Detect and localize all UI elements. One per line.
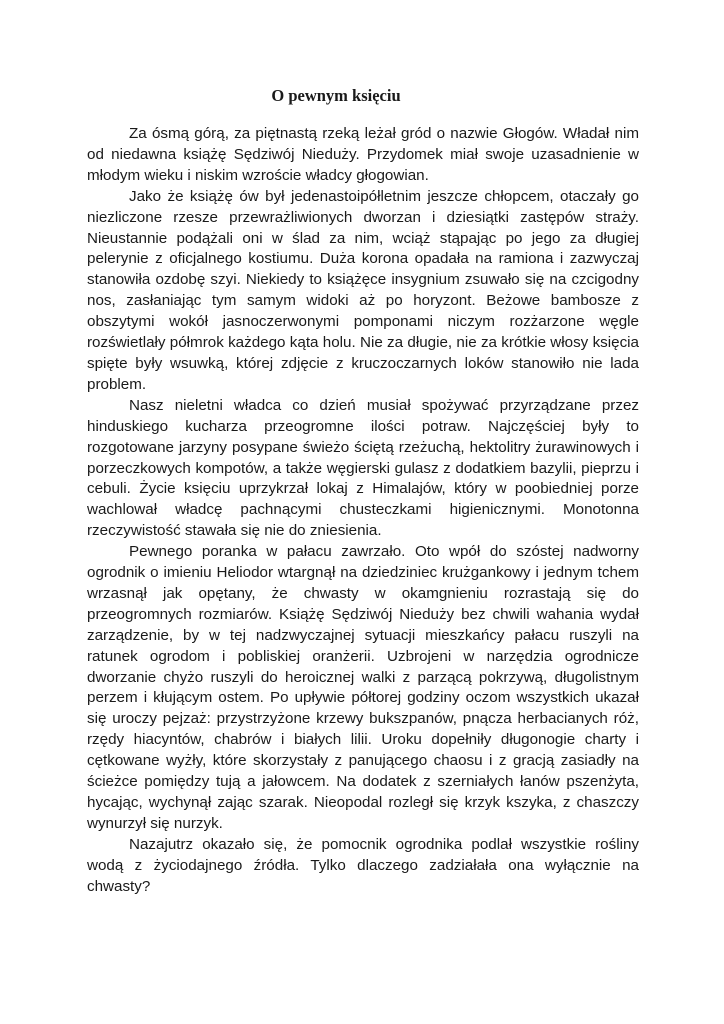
paragraph: Nasz nieletni władca co dzień musiał spożywać przyrządzane przez hinduskiego kucharza przeogromne ilości potraw. Najczęściej były to rozgotowane jarzyny posypane świeżo ściętą rzeżuchą, hektolitry żurawinowych i porzeczkowych kompotów, a także węgierski gulasz z dodatkiem bazylii, pieprzu i cebuli. Życie księciu uprzykrzał lokaj z Himalajów, który w poobiedniej porze wachlował władcę pachnącymi chusteczkami higienicznymi. Monotonna rzeczywistość stawała się nie do zniesienia.: [87, 396, 639, 540]
document-title: O pewnym księciu: [271, 86, 401, 105]
paragraph: Jako że książę ów był jedenastoipółletnim jeszcze chłopcem, otaczały go niezliczone rzesze przewrażliwionych dworzan i dziesiątki zastępów straży. Nieustannie podążali oni w ślad za nim, wciąż stąpając po jego za długiej pelerynie z oficjalnego kostiumu. Duża korona opadała na ramiona i zazwyczaj stanowiła ozdobę szyi. Niekiedy to książęce insygnium zsuwało się na czcigodny nos, zasłaniając tym samym widoki aż po horyzont. Beżowe bambosze z obszytymi wokół jasnoczerwonymi pomponami niczym rozżarzone węgle rozświetlały półmrok każdego kąta holu. Nie za długie, nie za krótkie włosy księcia spięte były wsuwką, której zdjęcie z kruczoczarnych loków stanowiło nie lada problem.: [87, 187, 639, 393]
paragraph: Nazajutrz okazało się, że pomocnik ogrodnika podlał wszystkie rośliny wodą z życiodajnego źródła. Tylko dlaczego zadziałała ona wyłącznie na chwasty?: [87, 835, 639, 895]
paragraph: Za ósmą górą, za piętnastą rzeką leżał gród o nazwie Głogów. Władał nim od niedawna książę Sędziwój Nieduży. Przydomek miał swoje uzasadnienie w młodym wieku i niskim wzroście władcy głogowian.: [87, 125, 639, 184]
document-body: [87, 124, 639, 898]
paragraph: Pewnego poranka w pałacu zawrzało. Oto wpół do szóstej nadworny ogrodnik o imieniu Heliodor wtargnął na dziedziniec krużgankowy i jednym tchem wrzasnął jak opętany, że chwasty w okamgnieniu rozrastają się do przeogromnych rozmiarów. Książę Sędziwój Nieduży bez chwili wahania wydał zarządzenie, by w tej nadzwyczajnej sytuacji mieszkańcy pałacu ruszyli na ratunek ogrodom i pobliskiej oranżerii. Uzbrojeni w narzędzia ogrodnicze dworzanie chyżo ruszyli do heroicznej walki z parzącą pokrzywą, długolistnym perzem i kłującym ostem. Po upływie półtorej godziny oczom wszystkich ukazał się uroczy pejzaż: przystrzyżone krzewy bukszpanów, pnącza herbacianych róż, rzędy hiacyntów, chabrów i białych lilii. Uroku dopełniły długonogie charty i cętkowane wyżły, które skorzystały z panującego chaosu i z gracją zasiadły na ścieżce pomiędzy tują a jałowcem. Na dodatek z szerniałych łanów pszenżyta, hycając, wychynął zając szarak. Nieopodal rozległ się krzyk kszyka, z chaszczy wynurzył się nurzyk.: [87, 543, 639, 832]
